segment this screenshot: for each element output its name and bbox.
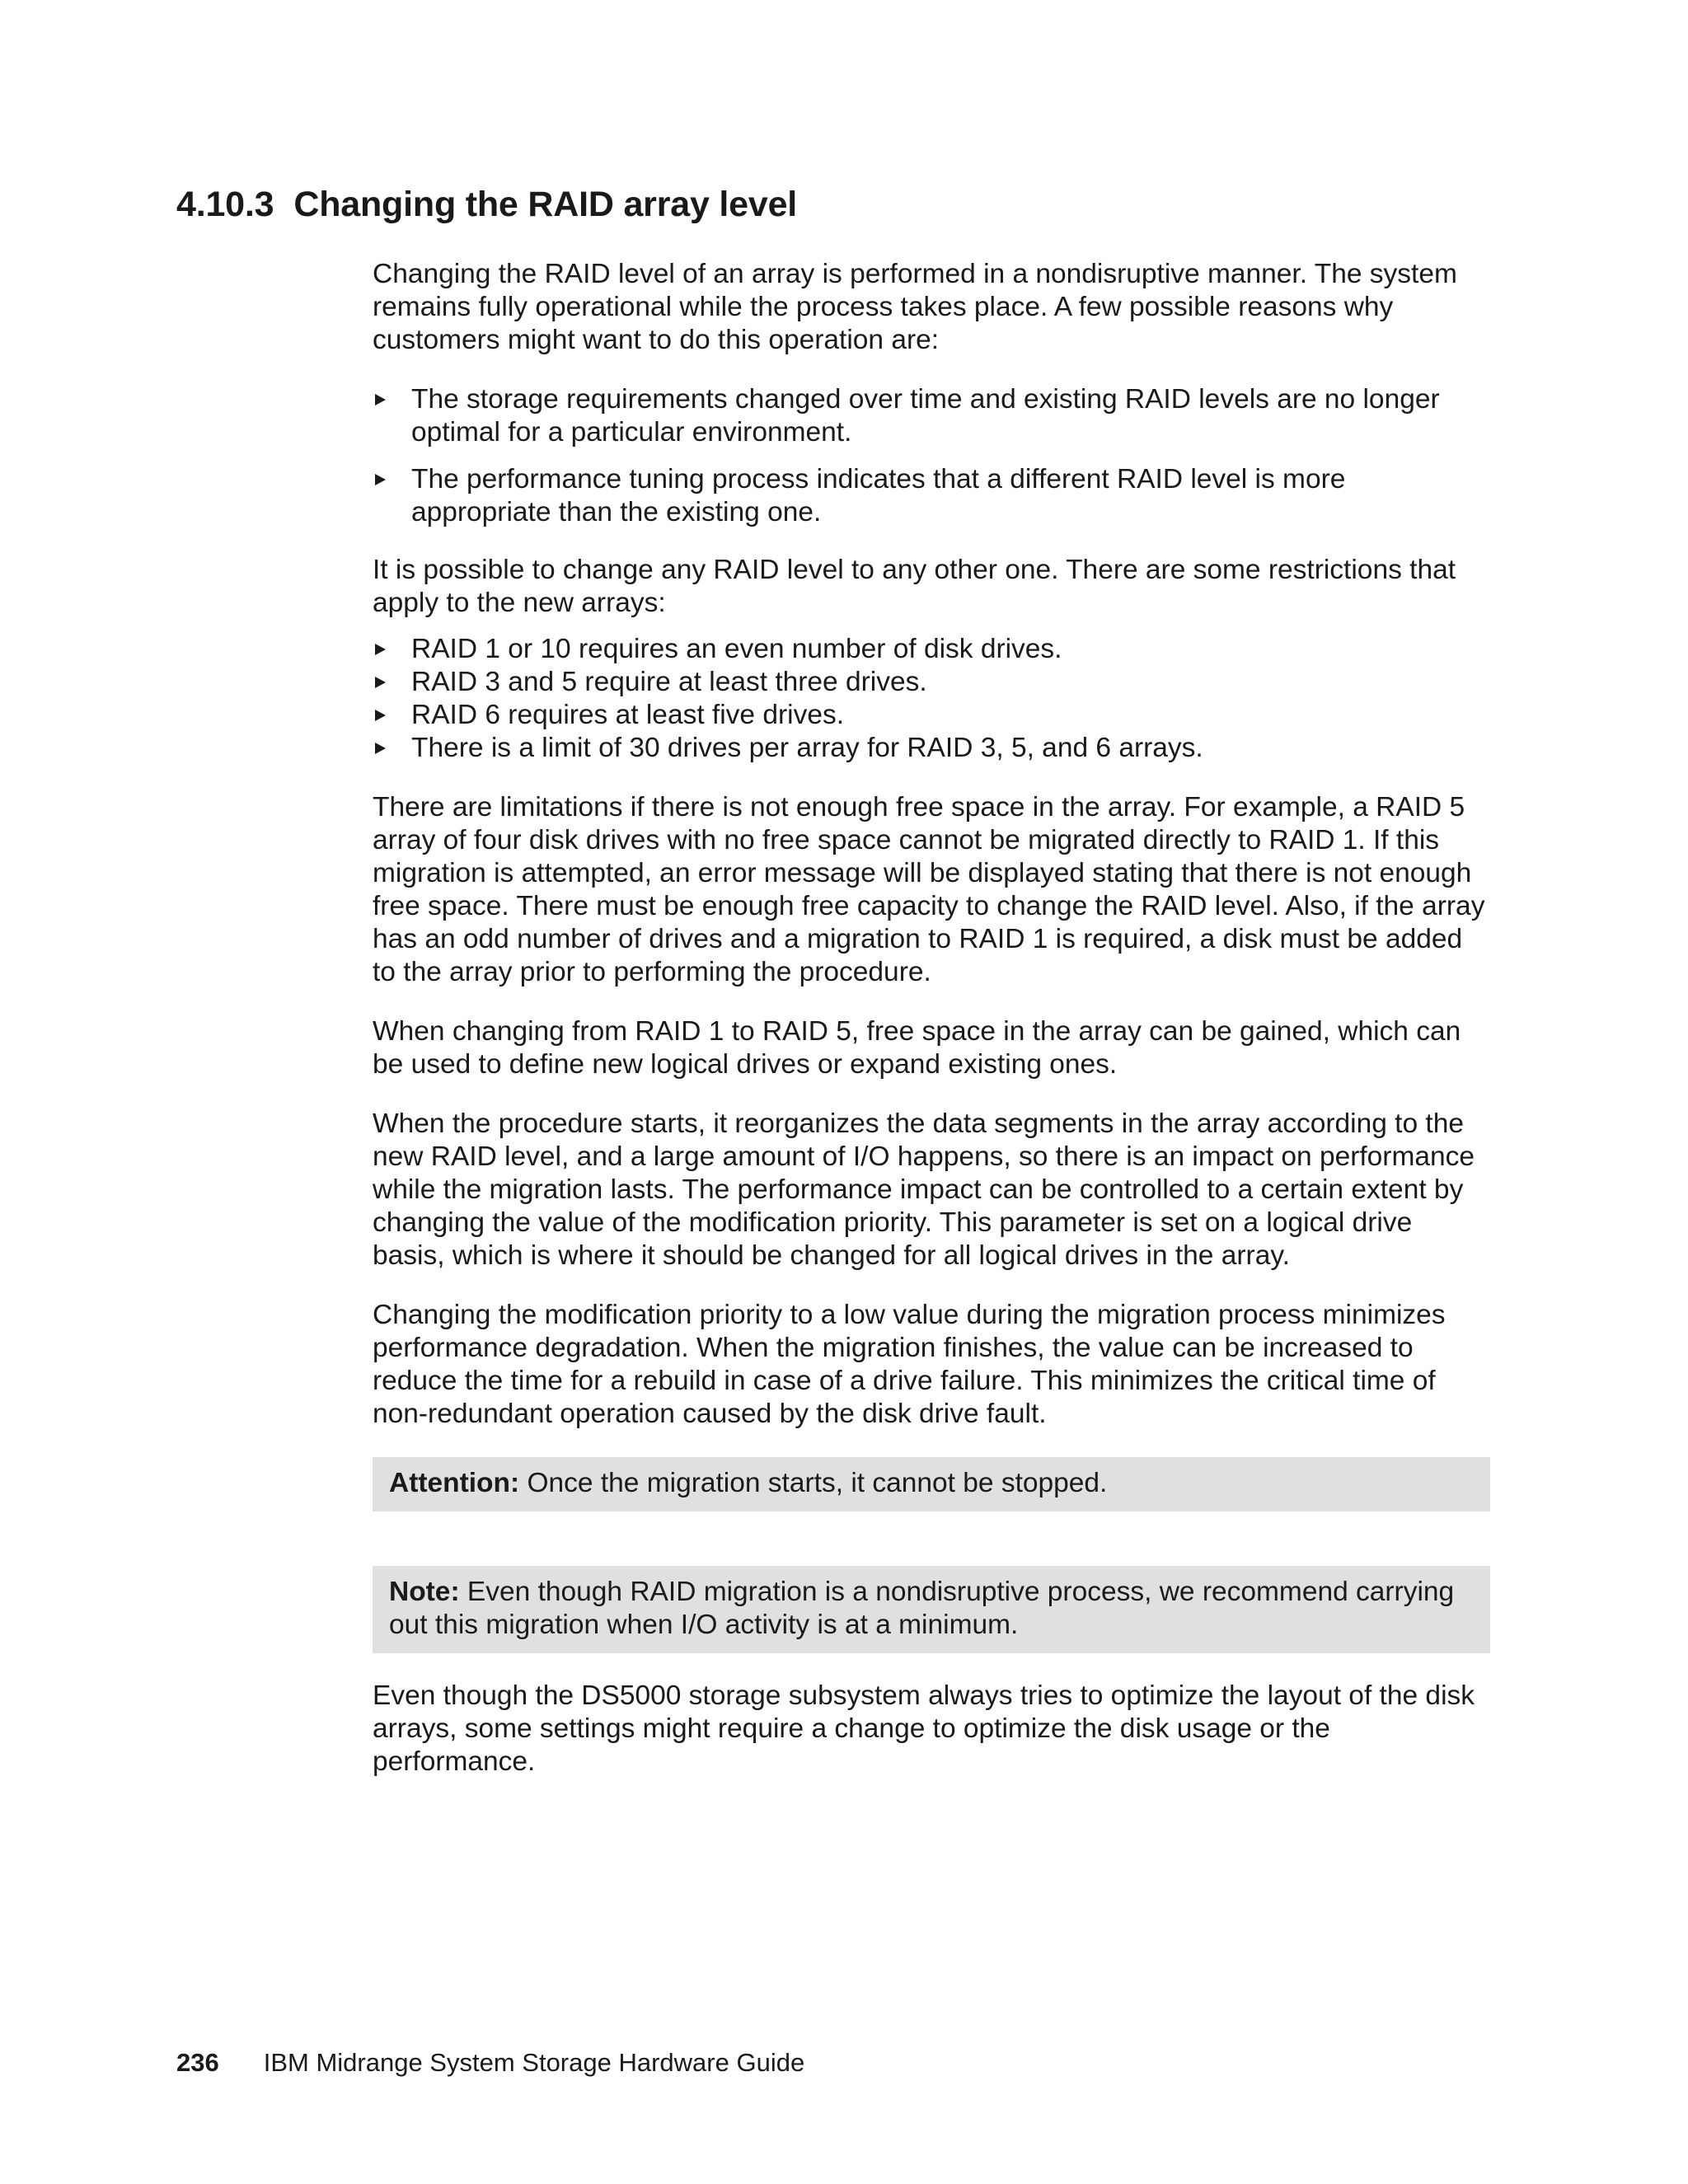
intro-paragraph: Changing the RAID level of an array is performed in a nondisruptive manner. The system remains fully operational while the process takes place. A few possible reasons why customers might want to do this operation are: [373,259,1457,355]
procedure-paragraph: When the procedure starts, it reorganizes the data segments in the array according to the new RAID level, and a large amount of I/O happens, so there is an impact on performance while the migration lasts. The performance impact can be controlled to a certain extent by changing the value of the modification priority. This parameter is set on a logical drive basis, which is where it should be changed for all logical drives in the array. [373,1108,1475,1271]
section-heading [176,183,797,226]
note-text: Even though RAID migration is a nondisruptive process, we recommend carrying out this migration when I/O activity is at a minimum. [389,1577,1455,1640]
raid1-to-raid5-paragraph: When changing from RAID 1 to RAID 5, free space in the array can be gained, which can be used to define new logical drives or expand existing ones. [373,1016,1461,1080]
note-label: Note: [389,1577,460,1607]
list-item: RAID 3 and 5 require at least three drives. [373,666,1490,699]
bullet-arrow-icon [375,677,386,688]
body-content [373,258,1490,1805]
restrictions-intro-paragraph: It is possible to change any RAID level to any other one. There are some restrictions that apply to the new arrays: [373,555,1456,618]
page-footer [176,2046,804,2079]
attention-box [373,1457,1490,1511]
note-box [373,1566,1490,1653]
reasons-list [373,383,1490,529]
attention-label: Attention: [389,1468,520,1498]
list-item: RAID 1 or 10 requires an even number of disk drives. [373,633,1490,666]
bullet-arrow-icon [375,644,386,655]
priority-paragraph: Changing the modification priority to a low value during the migration process minimizes performance degradation. When the migration finishes, the value can be increased to reduce the time for a rebuild in case of a drive failure. This minimizes the critical time of non-redundant operation caused by the disk drive fault. [373,1300,1446,1429]
bullet-arrow-icon [375,394,386,405]
bullet-arrow-icon [375,710,386,721]
bullet-arrow-icon [375,474,386,485]
limitations-paragraph: There are limitations if there is not enough free space in the array. For example, a RAID 5 array of four disk drives with no free space cannot be migrated directly to RAID 1. If this migration is attempted, an error message will be displayed stating that there is not enough free space. There must be enough free capacity to change the RAID level. Also, if the array has an odd number of drives and a migration to RAID 1 is required, a disk must be added to the array prior to performing the procedure. [373,792,1485,987]
list-item: RAID 6 requires at least five drives. [373,699,1490,732]
book-title: IBM Midrange System Storage Hardware Guide [263,2048,805,2077]
restrictions-list [373,633,1490,765]
attention-text: Once the migration starts, it cannot be stopped. [519,1468,1108,1498]
list-item: There is a limit of 30 drives per array for RAID 3, 5, and 6 arrays. [373,732,1490,765]
section-title: Changing the RAID array level [293,185,798,224]
closing-paragraph: Even though the DS5000 storage subsystem always tries to optimize the layout of the disk arrays, some settings might require a change to optimize the disk usage or the performance. [373,1680,1475,1777]
list-item: The performance tuning process indicates that a different RAID level is more appropriate than the existing one. [373,463,1490,529]
section-number: 4.10.3 [176,185,274,224]
list-item: The storage requirements changed over time and existing RAID levels are no longer optimal for a particular environment. [373,383,1490,449]
page-number: 236 [176,2048,219,2077]
bullet-arrow-icon [375,743,386,754]
